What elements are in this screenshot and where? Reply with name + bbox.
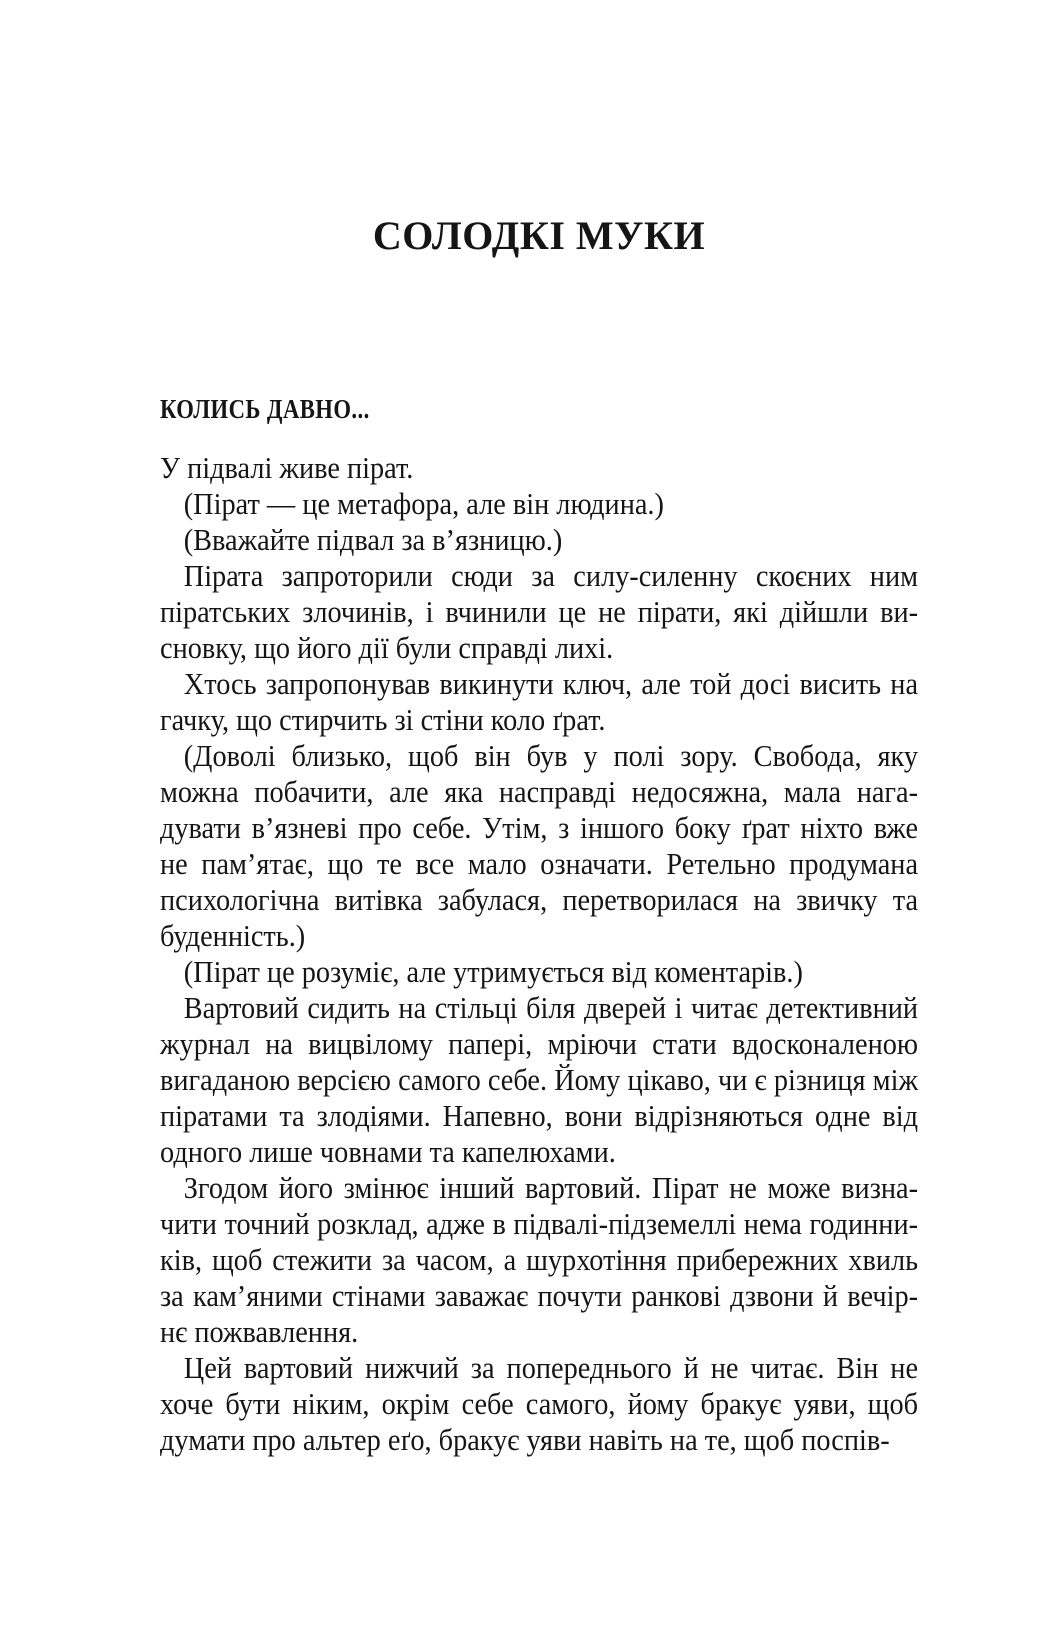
text-line: Хтось запропонував викинути ключ, але той досі висить на	[183, 666, 919, 701]
text-line: Пірата запроторили сюди за силу-силенну скоєних ним	[183, 558, 919, 593]
body-text	[160, 450, 918, 1458]
paragraph	[160, 558, 918, 666]
section-heading: КОЛИСЬ ДАВНО...	[160, 394, 370, 424]
text-line: (Пірат — це метафора, але він людина.)	[183, 486, 664, 521]
paragraph	[160, 666, 918, 738]
text-line: вигаданою версією самого себе. Йому цікаво, чи є різниця між	[160, 1062, 919, 1097]
text-line: піратами та злодіями. Напевно, вони відрізняються одне від	[160, 1098, 919, 1133]
text-line: ків, щоб стежити за часом, а шурхотіння прибережних хвиль	[160, 1242, 919, 1277]
text-line: одного лише човнами та капелюхами.	[160, 1134, 616, 1169]
paragraph	[160, 450, 918, 486]
text-line: журнал на вицвілому папері, мріючи стати вдосконаленою	[160, 1026, 919, 1061]
paragraph	[160, 738, 918, 954]
paragraph	[160, 954, 918, 990]
text-line: можна побачити, але яка насправді недосяжна, мала нага-	[160, 774, 919, 809]
text-line: хоче бути ніким, окрім себе самого, йому бракує уяви, щоб	[160, 1386, 919, 1421]
text-line: Згодом його змінює інший вартовий. Пірат не може визна-	[183, 1170, 919, 1205]
chapter-title: СОЛОДКІ МУКИ	[372, 213, 706, 258]
text-line: сновку, що його дії були справді лихі.	[160, 630, 614, 665]
text-line: психологічна витівка забулася, перетворилася на звичку та	[160, 882, 919, 917]
text-line: дувати в’язневі про себе. Утім, з іншого боку ґрат ніхто вже	[160, 810, 919, 845]
text-line: за кам’яними стінами заважає почути ранкові дзвони й вечір-	[160, 1278, 919, 1313]
text-line: піратських злочинів, і вчинили це не пірати, які дійшли ви-	[160, 594, 919, 629]
paragraph	[160, 990, 918, 1170]
paragraph	[160, 1350, 918, 1458]
paragraph	[160, 1170, 918, 1350]
text-line: (Пірат це розуміє, але утримується від коментарів.)	[183, 954, 803, 989]
text-line: чити точний розклад, адже в підвалі-підземеллі нема годинни-	[160, 1206, 919, 1241]
paragraph	[160, 486, 918, 522]
text-line: буденність.)	[160, 918, 306, 953]
text-line: (Вважайте підвал за в’язницю.)	[183, 522, 563, 557]
text-line: (Доволі близько, щоб він був у полі зору. Свобода, яку	[183, 738, 919, 773]
paragraph	[160, 522, 918, 558]
text-line: Вартовий сидить на стільці біля дверей і читає детективний	[183, 990, 919, 1025]
text-line: думати про альтер еґо, бракує уяви навіть на те, щоб поспів-	[160, 1422, 890, 1457]
text-line: Цей вартовий нижчий за попереднього й не читає. Він не	[183, 1350, 919, 1385]
text-line: У підвалі живе пірат.	[160, 450, 414, 485]
text-line: гачку, що стирчить зі стіни коло ґрат.	[160, 702, 606, 737]
text-line: нє пожвавлення.	[160, 1314, 359, 1349]
text-line: не пам’ятає, що те все мало означати. Ретельно продумана	[160, 846, 919, 881]
